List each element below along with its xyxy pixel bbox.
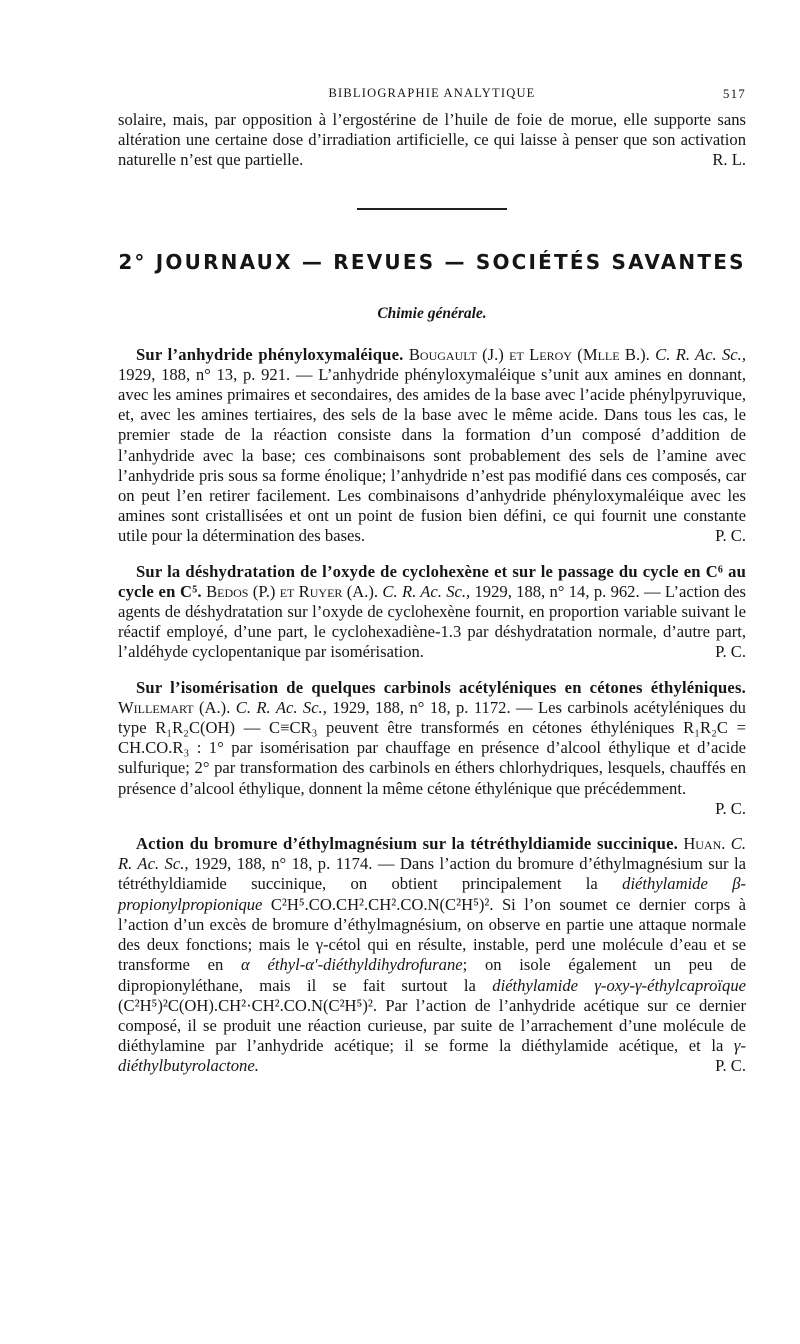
entry-4-body-b: diéthylamide β-propionylpropionique bbox=[118, 874, 746, 914]
entry-1 bbox=[118, 345, 746, 547]
intro-text: solaire, mais, par opposition à l’ergostérine de l’huile de foie de morue, elle supporte sans altération une certaine dose d’irradiation artificielle, ce qui laisse à penser que son activation naturelle n’est que partielle. bbox=[118, 110, 746, 170]
intro-paragraph bbox=[118, 110, 746, 171]
running-title: BIBLIOGRAPHIE ANALYTIQUE bbox=[328, 86, 536, 100]
page-number: 517 bbox=[722, 86, 746, 101]
entry-1-journal: C. R. Ac. Sc., bbox=[655, 344, 746, 364]
entry-2-citation: 1929, 188, n° 14, p. 962. bbox=[474, 581, 640, 601]
entry-4-body-f: diéthylamide γ-oxy-γ-éthylcaproïque bbox=[492, 975, 746, 995]
entry-4-citation: 1929, 188, n° 18, p. 1174. bbox=[193, 854, 373, 874]
running-header bbox=[118, 86, 746, 110]
entry-4-authors: Huan. bbox=[683, 834, 726, 854]
intro-signature: R. L. bbox=[712, 150, 746, 170]
entry-2 bbox=[118, 562, 746, 663]
entry-1-title: Sur l’anhydride phényloxymaléique. bbox=[136, 344, 404, 364]
entry-4-signature: P. C. bbox=[715, 1056, 746, 1076]
entry-4-body-c: C²H⁵.CO.CH².CH².CO.N(C²H⁵)². Si l’on soumet ce dernier corps à l’action d’un excès de bromure d’éthylmagnésium, on observe en partie une attaque normale des deux fonctions; mais le γ-cétol qui en résulte, instable, perd une molécule d’eau et se transforme en bbox=[118, 894, 746, 975]
entry-4-body-h: γ-diéthylbutyrolactone. bbox=[118, 1036, 746, 1076]
entry-4 bbox=[118, 834, 746, 1076]
entry-2-body: — L’action des agents de déshydratation sur l’oxyde de cyclohexène fournit, en proportion variable suivant le réactif employé, d’une part, le cyclohexadiène-1.3 par déshydratation normale, d’autre part, l’aldéhyde cyclopentanique par isomérisation. bbox=[118, 581, 746, 662]
document-page bbox=[118, 86, 746, 1092]
entry-2-authors: Bedos (P.) et Ruyer (A.). bbox=[206, 581, 379, 601]
entry-3-authors: Willemart (A.). bbox=[118, 697, 231, 717]
entry-4-title: Action du bromure d’éthylmagnésium sur la tétréthyldiamide succinique. bbox=[136, 834, 679, 854]
entry-3-signature: P. C. bbox=[715, 798, 746, 818]
entry-4-body-g: (C²H⁵)²C(OH).CH²·CH².CO.N(C²H⁵)². Par l’action de l’anhydride acétique sur ce dernier composé, il se produit une réaction curieuse, par suite de l’arrachement d’une molécule de diéthylamine par l’anhydride acétique; il se forme la diéthylamide acétique, et la bbox=[118, 995, 746, 1056]
entry-1-signature: P. C. bbox=[715, 526, 746, 546]
section-title: 2° JOURNAUX — REVUES — SOCIÉTÉS SAVANTES bbox=[118, 249, 746, 274]
entry-1-body: — L’anhydride phényloxymaléique s’unit aux amines en donnant, avec les amines primaires et secondaires, des amides de la base avec l’acide phénylpyruvique, et, avec les amines tertiaires, des sels de la base avec le même acide. Dans tous les cas, le premier stade de la réaction consiste dans la formation d’un composé d’addition de l’anhydride avec la base; ces combinaisons sont probablement des sels de l’amine avec l’anhydride pris sous sa forme énolique; l’anhydride n’est pas modifié dans ces composés, car on peut l’en retirer facilement. Les combinaisons d’anhydride phényloxymaléique avec les amines sont cristallisées et ont un point de fusion bien défini, ce qui fournit une constante utile pour la détermination des bases. bbox=[118, 364, 746, 546]
subsection-title: Chimie générale. bbox=[377, 304, 487, 322]
entry-2-signature: P. C. bbox=[715, 642, 746, 662]
entry-1-authors: Bougault (J.) et Leroy (Mlle B.). bbox=[408, 344, 650, 364]
entry-4-body-e: ; on isole également un peu de dipropionyléthane, mais il se fait surtout la bbox=[118, 955, 746, 995]
entry-4-journal: C. R. Ac. Sc., bbox=[118, 834, 746, 874]
entry-2-title: Sur la déshydratation de l’oxyde de cyclohexène et sur le passage du cycle en C⁶ au cycle en C⁵. bbox=[118, 561, 746, 601]
entry-4-body-d: α éthyl-α′-diéthyldihydrofurane bbox=[241, 955, 463, 975]
entry-2-journal: C. R. Ac. Sc., bbox=[382, 581, 471, 601]
entry-3-title: Sur l’isomérisation de quelques carbinols acétyléniques en cétones éthyléniques. bbox=[136, 677, 746, 697]
entry-1-citation: 1929, 188, n° 13, p. 921. bbox=[118, 364, 291, 384]
entry-3-journal: C. R. Ac. Sc., bbox=[235, 697, 327, 717]
entry-3-citation: 1929, 188, n° 18, p. 1172. bbox=[332, 697, 511, 717]
entry-3-body: — Les carbinols acétyléniques du type R₁R₂C(OH) — C≡CR₃ peuvent être transformés en cétones éthyléniques R₁R₂C = CH.CO.R₃ : 1° par isomérisation par chauffage en présence d’alcool éthylique et d’acide sulfurique; 2° par transformation des carbinols en éthers chlorhydriques, lesquels, chauffés en présence d’alcool éthylique, donnent la même cétone éthylénique que précédemment. bbox=[118, 697, 746, 798]
entry-4-body-a: — Dans l’action du bromure d’éthylmagnésium sur la tétréthyldiamide succinique, on obtient principalement la bbox=[118, 854, 746, 894]
entry-3 bbox=[118, 678, 746, 819]
section-divider bbox=[357, 208, 507, 210]
